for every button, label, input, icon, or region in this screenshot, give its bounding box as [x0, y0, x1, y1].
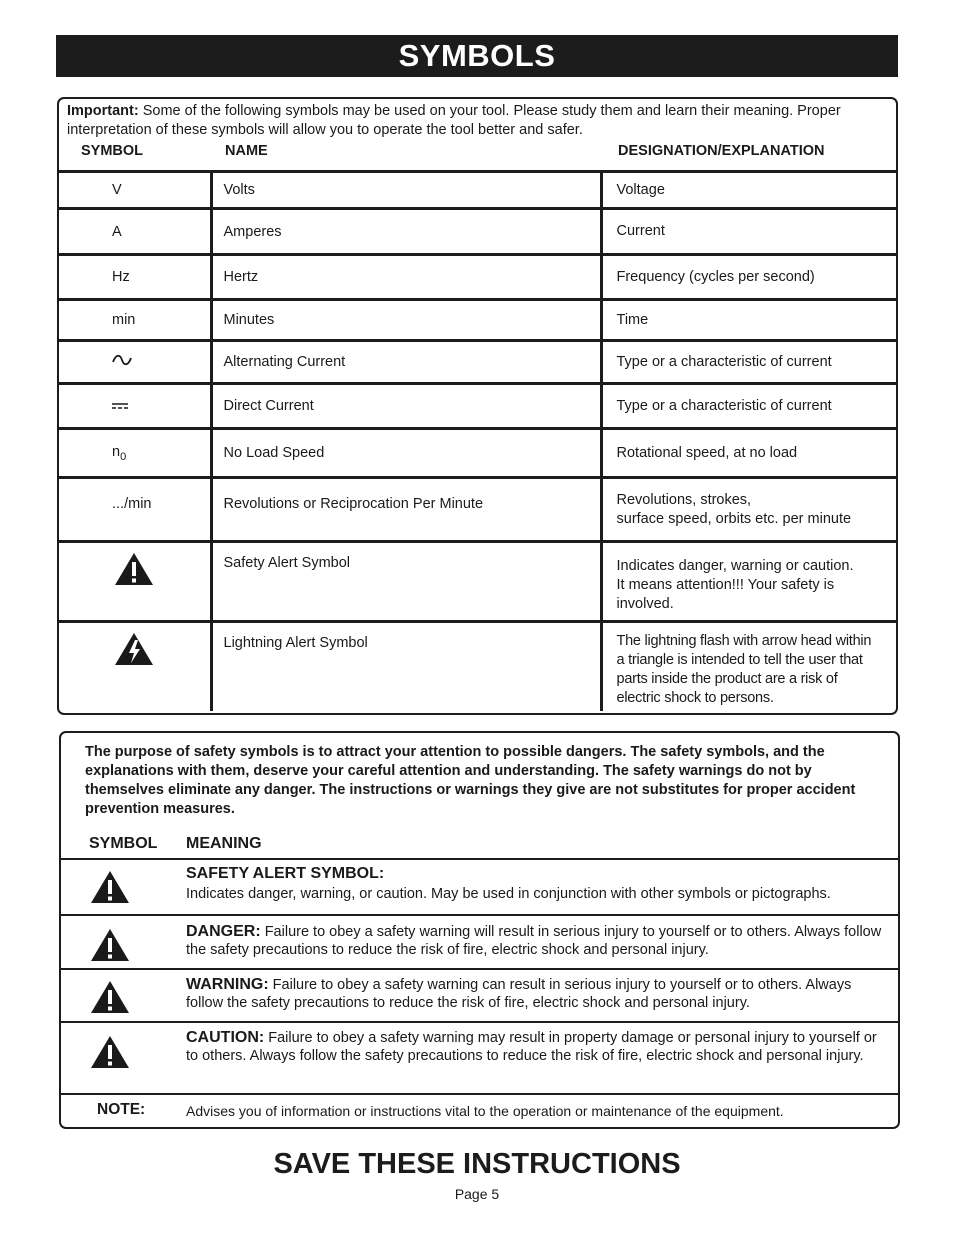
- designation-cell: [601, 478, 896, 542]
- table-row: [59, 300, 896, 341]
- page-title: SYMBOLS: [56, 35, 898, 77]
- important-label: Important:: [67, 103, 139, 119]
- meaning-body: Failure to obey a safety warning may result in property damage or personal injury to yourself or to others. Always follow the safety precautions to reduce the risk of fire, electric shock and personal injury.: [186, 1030, 877, 1064]
- name-cell: Hertz: [211, 255, 601, 300]
- designation-line: surface speed, orbits etc. per minute: [616, 510, 852, 527]
- meaning-row: [61, 858, 898, 914]
- designation-cell: Time: [601, 300, 896, 341]
- symbol-cell: [59, 542, 211, 622]
- symbol-cell: [59, 429, 211, 478]
- meaning-row: [61, 914, 898, 968]
- name-cell: Volts: [211, 172, 601, 209]
- header-symbol: SYMBOL: [81, 143, 144, 159]
- important-note: [67, 102, 892, 140]
- symbol-cell: A: [59, 209, 211, 255]
- important-text: Some of the following symbols may be used on your tool. Please study them and learn their meaning. Proper interpretation of these symbols will allow you to operate the tool better and safer.: [67, 103, 841, 138]
- meaning-body: Failure to obey a safety warning can result in serious injury to yourself or to others. Always follow the safety precautions to reduce the risk of fire, electric shock and personal injury.: [186, 977, 852, 1011]
- note-label: NOTE:: [97, 1101, 146, 1118]
- name-cell: Direct Current: [211, 384, 601, 429]
- designation-line: parts inside the product are a risk of: [616, 671, 838, 687]
- safety-alert-icon: [89, 927, 131, 963]
- meaning-header-symbol: SYMBOL: [89, 835, 158, 852]
- safety-meanings-box: [59, 731, 900, 1129]
- name-cell: No Load Speed: [211, 429, 601, 478]
- designation-line: a triangle is intended to tell the user that: [616, 652, 863, 668]
- designation-cell: Voltage: [601, 172, 896, 209]
- meaning-body: Failure to obey a safety warning will result in serious injury to yourself or to others. Always follow the safety precautions to reduce the risk of fire, electric shock and personal injury.: [186, 924, 882, 958]
- meaning-row: [61, 1021, 898, 1093]
- table-row: [59, 384, 896, 429]
- meaning-text: [186, 1029, 886, 1065]
- safety-alert-icon: [113, 551, 155, 587]
- meaning-lead: WARNING:: [186, 976, 269, 993]
- symbol-cell: [59, 622, 211, 711]
- safety-alert-icon: [89, 1034, 131, 1070]
- symbol-cell: [59, 341, 211, 384]
- table-row: [59, 429, 896, 478]
- note-text: Advises you of information or instructions vital to the operation or maintenance of the equipment.: [186, 1103, 784, 1119]
- page-number: Page 5: [454, 1186, 500, 1202]
- meaning-header-meaning: MEANING: [186, 835, 262, 852]
- header-name: NAME: [225, 143, 268, 159]
- designation-line: Indicates danger, warning or caution.: [616, 558, 854, 574]
- symbol-cell: min: [59, 300, 211, 341]
- symbol-subscript: 0: [120, 450, 127, 463]
- safety-alert-icon: [89, 869, 131, 905]
- designation-line: involved.: [616, 596, 674, 612]
- meaning-body: Indicates danger, warning, or caution. May be used in conjunction with other symbols or pictographs.: [186, 885, 831, 902]
- alternating-current-icon: [112, 354, 132, 366]
- table-row: [59, 542, 896, 622]
- note-row: [61, 1093, 898, 1127]
- name-cell: Lightning Alert Symbol: [211, 622, 601, 711]
- header-designation: DESIGNATION/EXPLANATION: [618, 143, 825, 159]
- meaning-lead: CAUTION:: [186, 1029, 265, 1046]
- symbol-n: n: [112, 443, 121, 460]
- symbols-table: [59, 170, 896, 711]
- designation-line: It means attention!!! Your safety is: [616, 577, 835, 593]
- symbols-table-box: [57, 97, 898, 715]
- symbol-cell: Hz: [59, 255, 211, 300]
- designation-cell: Rotational speed, at no load: [601, 429, 896, 478]
- table-row: [59, 622, 896, 711]
- meaning-text: [186, 976, 886, 1012]
- designation-line: The lightning flash with arrow head within: [616, 633, 872, 649]
- symbol-cell: V: [59, 172, 211, 209]
- table-row: [59, 255, 896, 300]
- safety-alert-icon: [89, 979, 131, 1015]
- purpose-paragraph: The purpose of safety symbols is to attract your attention to possible dangers. The safety symbols, and the explanations with them, deserve your careful attention and understanding. The safety warnings do not by themselves eliminate any danger. The instructions or warnings they give are not substitutes for proper accident prevention measures.: [85, 744, 856, 817]
- symbol-cell: [59, 384, 211, 429]
- symbol-cell: .../min: [59, 478, 211, 542]
- lightning-alert-icon: [113, 631, 155, 667]
- designation-cell: [601, 622, 896, 711]
- meaning-row: [61, 968, 898, 1021]
- meaning-text: [186, 923, 886, 959]
- designation-line: electric shock to persons.: [616, 690, 774, 706]
- table-row: [59, 172, 896, 209]
- name-cell: Revolutions or Reciprocation Per Minute: [211, 478, 601, 542]
- designation-cell: Type or a characteristic of current: [601, 384, 896, 429]
- designation-cell: Frequency (cycles per second): [601, 255, 896, 300]
- designation-cell: Type or a characteristic of current: [601, 341, 896, 384]
- name-cell: Alternating Current: [211, 341, 601, 384]
- designation-line: Revolutions, strokes,: [616, 491, 752, 508]
- table-row: [59, 209, 896, 255]
- name-cell: Minutes: [211, 300, 601, 341]
- table-row: [59, 341, 896, 384]
- direct-current-icon: [112, 402, 128, 410]
- save-instructions-heading: SAVE THESE INSTRUCTIONS: [273, 1148, 681, 1180]
- designation-cell: [601, 542, 896, 622]
- meaning-text: [186, 865, 886, 903]
- designation-cell: Current: [601, 209, 896, 255]
- table-row: [59, 478, 896, 542]
- meaning-lead: DANGER:: [186, 923, 261, 940]
- meaning-lead: SAFETY ALERT SYMBOL:: [186, 865, 385, 882]
- name-cell: Amperes: [211, 209, 601, 255]
- name-cell: Safety Alert Symbol: [211, 542, 601, 622]
